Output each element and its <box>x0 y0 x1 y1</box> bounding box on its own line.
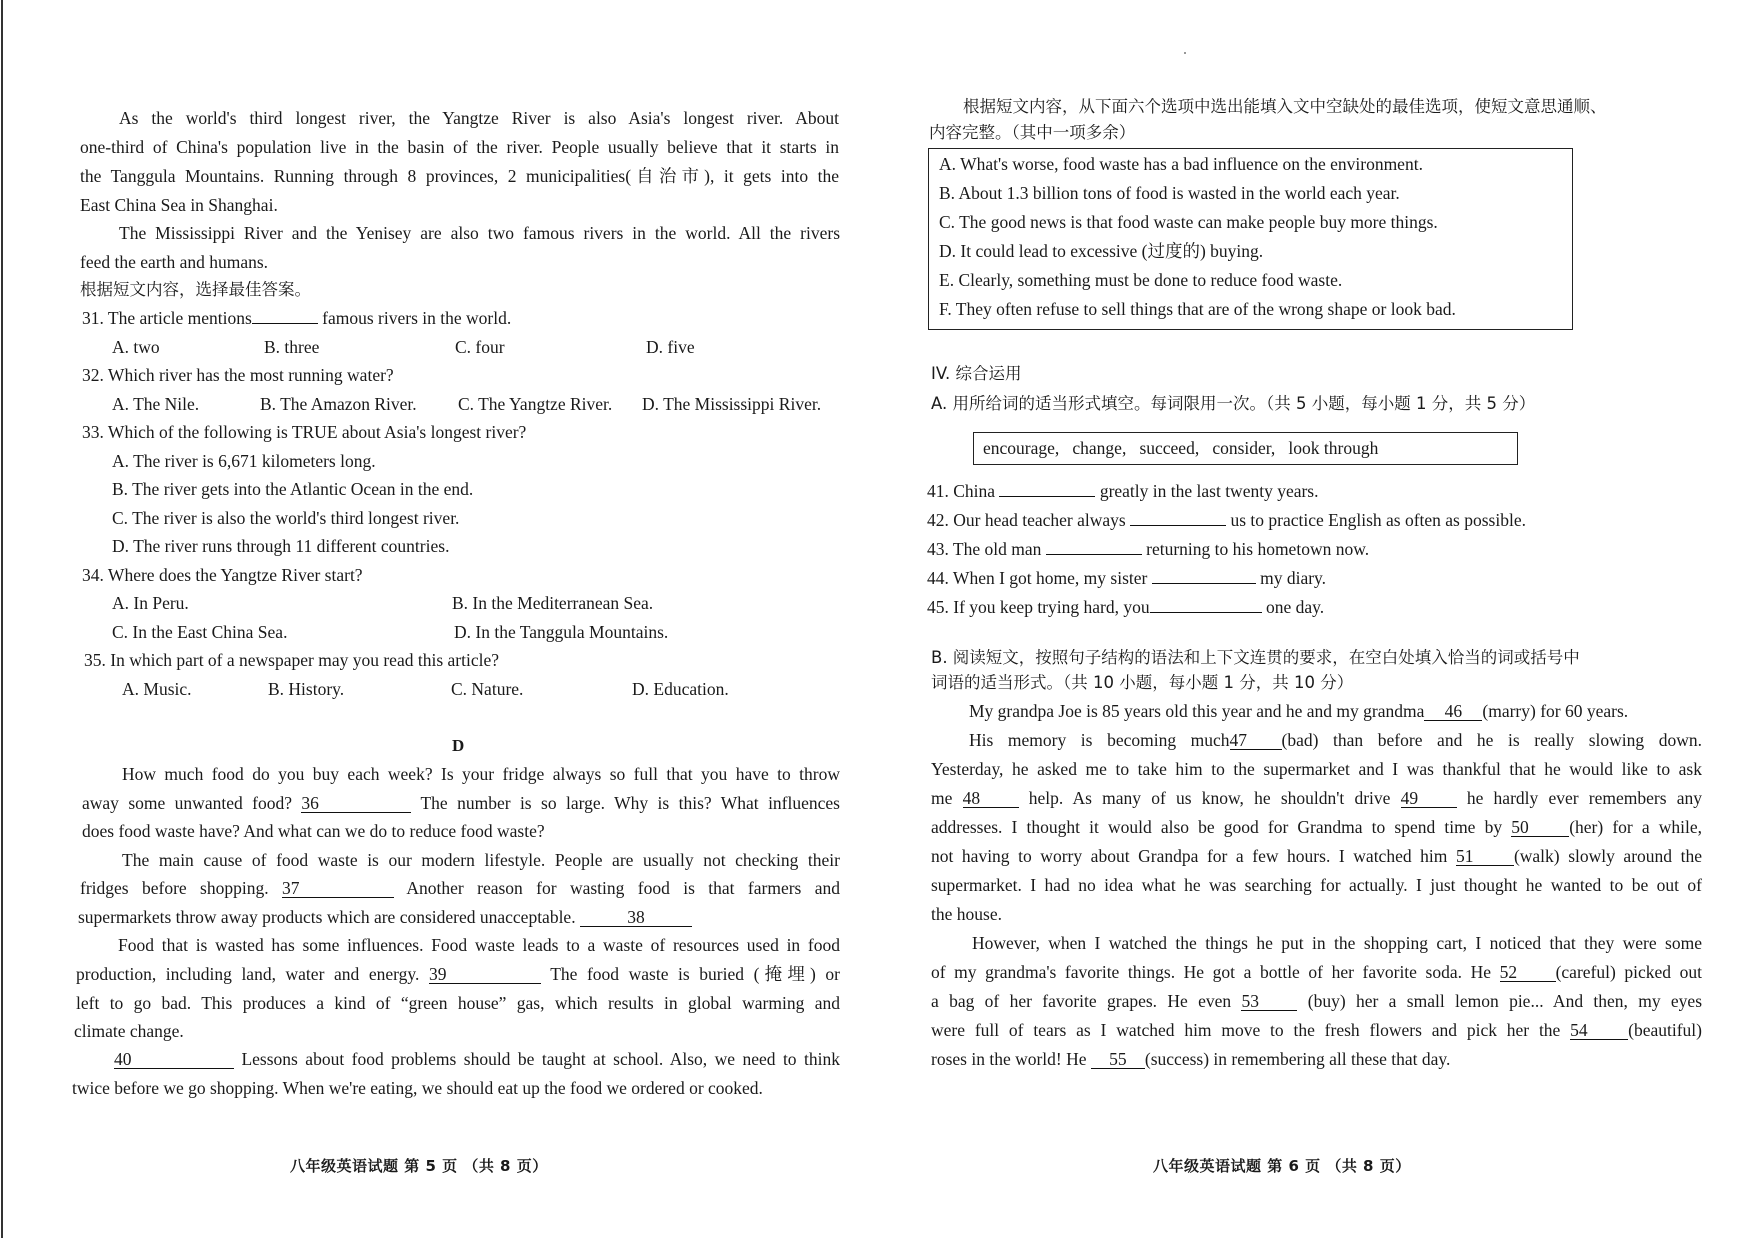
option-c: C. four <box>455 337 505 357</box>
item-42: 42. Our head teacher always us to practice English as often as possible. <box>927 510 1526 530</box>
option-a: A. The river is 6,671 kilometers long. <box>112 451 376 471</box>
page-footer: 八年级英语试题 第 6 页 （共 8 页） <box>1153 1157 1411 1175</box>
scan-speck <box>1184 52 1186 54</box>
option-d: D. It could lead to excessive (过度的) buying. <box>939 241 1264 261</box>
section-instruction: 根据短文内容，从下面六个选项中选出能填入文中空缺处的最佳选项，使短文意思通顺、 <box>963 97 1607 116</box>
answer-blank-54[interactable]: 54 <box>1570 1021 1628 1040</box>
option-f: F. They often refuse to sell things that are of the wrong shape or look bad. <box>939 299 1456 319</box>
passage-b-line: roses in the world! He 55 (success) in remembering all these that day. <box>931 1049 1451 1069</box>
passage-b-line: me 48 help. As many of us know, he shouldn't drive 49 he hardly ever remembers any <box>931 788 1702 808</box>
passage-c-line: feed the earth and humans. <box>80 252 269 272</box>
part-b-instruction: B. 阅读短文，按照句子结构的语法和上下文连贯的要求，在空白处填入恰当的词或括号中 <box>931 648 1580 667</box>
answer-blank-39[interactable]: 39 <box>429 965 541 984</box>
passage-d-line: left to go bad. This produces a kind of “green house” gas, which results in global warming and <box>76 993 840 1013</box>
passage-b-line: a bag of her favorite grapes. He even 53 (buy) her a small lemon pie... And then, my eyes <box>931 991 1702 1011</box>
passage-d-line: does food waste have? And what can we do to reduce food waste? <box>82 821 545 841</box>
part-a-instruction: A. 用所给词的适当形式填空。每词限用一次。（共 5 小题，每小题 1 分，共 5 分） <box>931 394 1536 413</box>
answer-blank-48[interactable]: 48 <box>963 789 1019 808</box>
passage-d-line: How much food do you buy each week? Is your fridge always so full that you have to throw <box>122 764 840 784</box>
answer-blank-50[interactable]: 50 <box>1511 818 1569 837</box>
answer-blank-47[interactable]: 47 <box>1230 731 1282 750</box>
answer-blank-46[interactable]: 46 <box>1424 702 1482 721</box>
answer-blank-36[interactable]: 36 <box>301 794 411 813</box>
passage-c-line: East China Sea in Shanghai. <box>80 195 278 215</box>
answer-blank[interactable] <box>1046 554 1142 555</box>
option-d: D. Education. <box>632 679 729 699</box>
question-33: 33. Which of the following is TRUE about Asia's longest river? <box>82 422 527 442</box>
passage-c-line: the Tanggula Mountains. Running through 8 provinces, 2 municipalities(自治市), it gets into the <box>80 166 839 186</box>
passage-b-line: of my grandma's favorite things. He got a bottle of her favorite soda. He 52 (careful) picked out <box>931 962 1702 982</box>
option-e: E. Clearly, something must be done to reduce food waste. <box>939 270 1343 290</box>
passage-d-line: fridges before shopping. 37 Another reason for wasting food is that farmers and <box>80 878 840 898</box>
word-bank-box <box>973 432 1518 465</box>
option-a: A. In Peru. <box>112 593 189 613</box>
answer-blank[interactable] <box>1150 612 1262 613</box>
passage-d-line: away some unwanted food? 36 The number is so large. Why is this? What influences <box>82 793 840 813</box>
option-b: B. The river gets into the Atlantic Ocean in the end. <box>112 479 474 499</box>
options-box <box>928 148 1573 330</box>
option-c: C. The river is also the world's third longest river. <box>112 508 460 528</box>
answer-blank[interactable] <box>252 323 318 324</box>
passage-d-line: Food that is wasted has some influences. Food waste leads to a waste of resources used in food <box>118 935 840 955</box>
answer-blank-52[interactable]: 52 <box>1500 963 1556 982</box>
passage-d-line: production, including land, water and energy. 39 The food waste is buried (掩埋) or <box>76 964 840 984</box>
section-instruction: 内容完整。（其中一项多余） <box>929 123 1136 142</box>
passage-c-line: As the world's third longest river, the Yangtze River is also Asia's longest river. About <box>119 108 839 128</box>
answer-blank-53[interactable]: 53 <box>1241 992 1297 1011</box>
section-d-heading: D <box>452 736 465 755</box>
answer-blank-38[interactable]: 38 <box>580 908 692 927</box>
option-d: D. five <box>646 337 695 357</box>
item-44: 44. When I got home, my sister my diary. <box>927 568 1327 588</box>
item-43: 43. The old man returning to his hometown now. <box>927 539 1370 559</box>
question-35: 35. In which part of a newspaper may you read this article? <box>84 650 499 670</box>
option-b: B. In the Mediterranean Sea. <box>452 593 654 613</box>
passage-d-line: climate change. <box>74 1021 184 1041</box>
section-instruction: 根据短文内容，选择最佳答案。 <box>80 280 311 299</box>
answer-blank-51[interactable]: 51 <box>1456 847 1514 866</box>
option-a: A. What's worse, food waste has a bad influence on the environment. <box>939 154 1423 174</box>
answer-blank[interactable] <box>1130 525 1226 526</box>
option-a: A. The Nile. <box>112 394 200 414</box>
answer-blank-55[interactable]: 55 <box>1091 1050 1145 1069</box>
option-b: B. About 1.3 billion tons of food is wasted in the world each year. <box>939 183 1400 203</box>
passage-b-line: not having to worry about Grandpa for a few hours. I watched him 51 (walk) slowly around the <box>931 846 1702 866</box>
passage-b-line: Yesterday, he asked me to take him to the supermarket and I was thankful that he would like to ask <box>931 759 1702 779</box>
page-5 <box>0 0 875 1238</box>
option-b: B. three <box>264 337 320 357</box>
passage-b-line: However, when I watched the things he put in the shopping cart, I noticed that they were some <box>972 933 1702 953</box>
part-b-instruction: 词语的适当形式。（共 10 小题，每小题 1 分，共 10 分） <box>931 673 1354 692</box>
passage-b-line: supermarket. I had no idea what he was searching for actually. I just thought he wanted to be out of <box>931 875 1702 895</box>
answer-blank-37[interactable]: 37 <box>282 879 394 898</box>
option-c: C. The good news is that food waste can make people buy more things. <box>939 212 1438 232</box>
passage-b-line: My grandpa Joe is 85 years old this year and he and my grandma 46 (marry) for 60 years. <box>969 701 1629 721</box>
answer-blank-49[interactable]: 49 <box>1401 789 1457 808</box>
option-b: B. History. <box>268 679 345 699</box>
option-c: C. The Yangtze River. <box>458 394 613 414</box>
answer-blank[interactable] <box>999 496 1095 497</box>
option-b: B. The Amazon River. <box>260 394 417 414</box>
passage-b-line: the house. <box>931 904 1002 924</box>
question-32: 32. Which river has the most running water? <box>82 365 394 385</box>
passage-d-line: supermarkets throw away products which are considered unacceptable. 38 <box>78 906 692 930</box>
passage-b-line: were full of tears as I watched him move to the fresh flowers and pick her the 54 (beautiful) <box>931 1020 1702 1040</box>
page-footer: 八年级英语试题 第 5 页 （共 8 页） <box>290 1157 548 1175</box>
passage-b-line: His memory is becoming much47 (bad) than before and he is really slowing down. <box>969 730 1702 750</box>
option-d: D. In the Tanggula Mountains. <box>454 622 669 642</box>
option-d: D. The Mississippi River. <box>642 394 822 414</box>
passage-d-line: twice before we go shopping. When we're eating, we should eat up the food we ordered or cooked. <box>72 1078 763 1098</box>
section-iv-title: IV. 综合运用 <box>931 364 1022 383</box>
passage-b-line: addresses. I thought it would also be good for Grandma to spend time by 50 (her) for a while, <box>931 817 1702 837</box>
passage-c-line: one-third of China's population live in the basin of the river. People usually believe that it starts in <box>80 137 839 157</box>
question-31: 31. The article mentions famous rivers in the world. <box>82 308 512 328</box>
word-bank: encourage, change, succeed, consider, look through <box>983 438 1379 458</box>
item-45: 45. If you keep trying hard, you one day. <box>927 597 1325 617</box>
option-c: C. In the East China Sea. <box>112 622 288 642</box>
option-a: A. two <box>112 337 160 357</box>
passage-d-line: The main cause of food waste is our modern lifestyle. People are usually not checking their <box>122 850 840 870</box>
passage-d-line: 40 Lessons about food problems should be taught at school. Also, we need to think <box>114 1049 840 1069</box>
answer-blank-40[interactable]: 40 <box>114 1050 234 1069</box>
item-41: 41. China greatly in the last twenty years. <box>927 481 1319 501</box>
option-d: D. The river runs through 11 different countries. <box>112 536 450 556</box>
option-a: A. Music. <box>122 679 192 699</box>
page-6 <box>875 0 1751 1238</box>
passage-c-line: The Mississippi River and the Yenisey are also two famous rivers in the world. All the rivers <box>119 223 840 243</box>
answer-blank[interactable] <box>1152 583 1256 584</box>
question-34: 34. Where does the Yangtze River start? <box>82 565 363 585</box>
option-c: C. Nature. <box>451 679 524 699</box>
